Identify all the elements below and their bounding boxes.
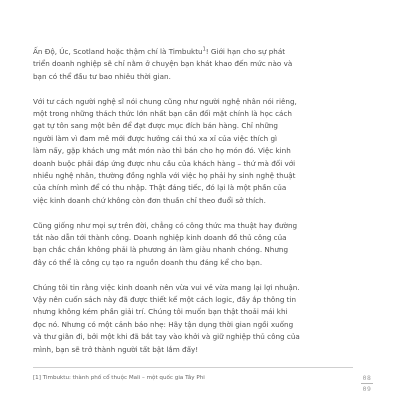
page-number-left: 08 <box>362 374 372 382</box>
paragraph-2 <box>33 96 369 208</box>
text-line: bạn chắc chắn không phải là phương án làm giàu nhanh chóng. Nhưng <box>33 245 289 255</box>
text-line: một trong những thách thức lớn nhất bạn cần đối mặt chính là học cách <box>33 109 292 119</box>
footnote: [1] Timbuktu: thành phố cổ thuộc Mali – một quốc gia Tây Phi <box>33 375 205 381</box>
text-line: đọc nó. Nhưng có một cảnh báo nhẹ: Hãy tận dụng thời gian ngồi xuống <box>33 319 294 329</box>
text-line: Với tư cách người nghệ sĩ nói chung cũng như người nghệ nhân nói riêng, <box>33 96 297 106</box>
text-line: và thư giãn đi, bởi một khi đã bắt tay vào khởi và giữ nghiệp thủ công của <box>33 332 300 342</box>
text-line: Vậy nên cuốn sách này đã được thiết kế một cách logic, đầy ắp thông tin <box>33 295 297 305</box>
text-line: nhưng không kém phần giải trí. Chúng tôi muốn bạn thật thoải mái khi <box>33 307 288 317</box>
paragraph-4 <box>33 282 369 356</box>
text-line: làm nấy, gặp khách ưng mắt món nào thì bán cho họ món đó. Việc kinh <box>33 146 291 156</box>
paragraph-1 <box>33 46 369 83</box>
text-line: của chính mình để có thu nhập. Thật đáng tiếc, đó lại là một phần của <box>33 183 287 193</box>
text-line: triển doanh nghiệp sẽ chỉ nằm ở chuyện bạn khát khao đến mức nào và <box>33 59 293 69</box>
text-line <box>33 46 369 58</box>
footnote-divider <box>33 367 353 368</box>
text-line: việc kinh doanh chứ không còn đơn thuần chỉ theo đuổi sở thích. <box>33 195 266 205</box>
text-line: gạt tự tôn sang một bên để đạt được mục đích bán hàng. Chỉ những <box>33 121 278 131</box>
text-line: doanh buộc phải đáp ứng được nhu cầu của khách hàng – thứ mà đối với <box>33 158 296 168</box>
text-line-start: Ấn Độ, Úc, Scotland hoặc thậm chí là Timbuktu <box>33 47 203 56</box>
text-line: nhiều nghệ nhân, thường đồng nghĩa với việc họ phải hy sinh nghệ thuật <box>33 171 296 181</box>
page-number-right: 09 <box>362 384 372 393</box>
text-line: người làm vì đam mê mới được hưởng cái thú xa xỉ của việc thích gì <box>33 133 278 143</box>
text-line: Cũng giống như mọi sự trên đời, chẳng có công thức ma thuật hay đường <box>33 220 298 230</box>
page-numbers <box>358 374 376 393</box>
text-line: mình, bạn sẽ trở thành người tất bật lắm đấy! <box>33 344 199 354</box>
text-line-end: ! Giới hạn cho sự phát <box>205 47 286 56</box>
body-text <box>33 46 369 356</box>
text-line: tắt nào dẫn tới thành công. Doanh nghiệp kinh doanh đồ thủ công của <box>33 233 287 243</box>
text-line: đây có thể là công cụ tạo ra nguồn doanh thu đáng kể cho bạn. <box>33 257 263 267</box>
text-line: Chúng tôi tin rằng việc kinh doanh nên vừa vui vẻ vừa mang lại lợi nhuận. <box>33 282 300 292</box>
text-line: bạn có thể đầu tư bao nhiêu thời gian. <box>33 71 171 81</box>
footnote-marker: 1 <box>202 46 206 53</box>
paragraph-3 <box>33 220 369 270</box>
